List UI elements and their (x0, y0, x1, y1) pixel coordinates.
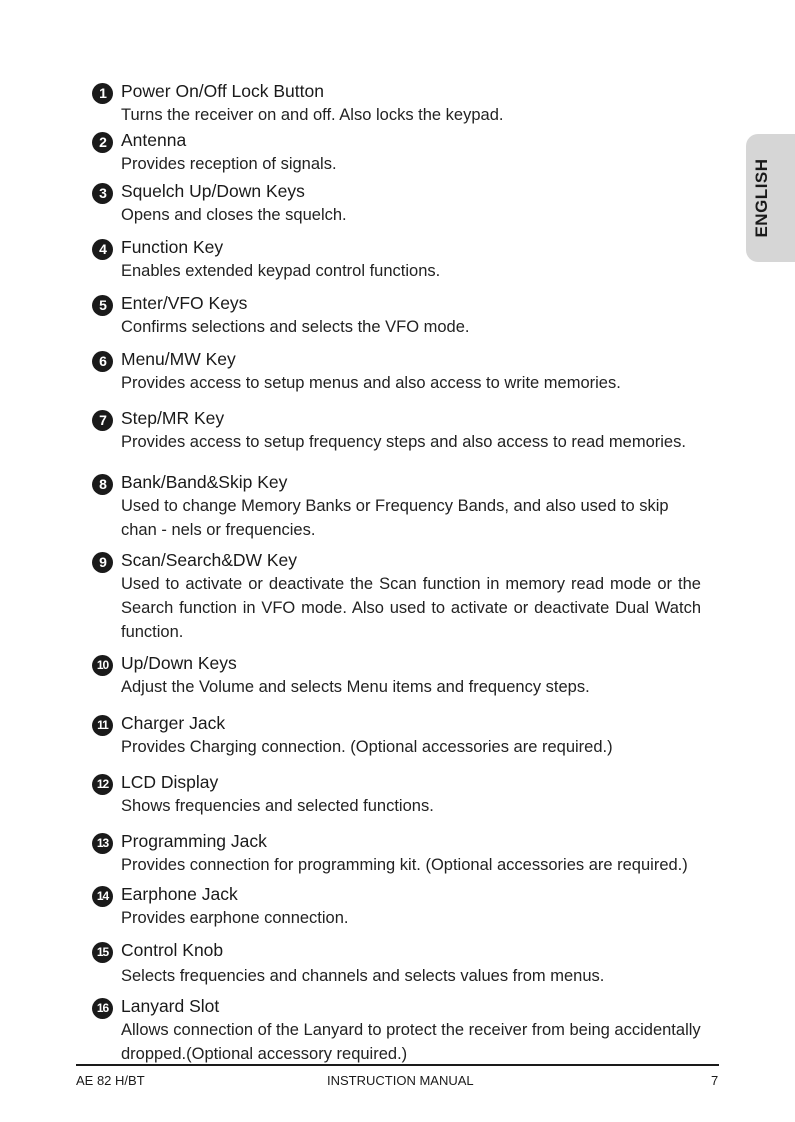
item-number-badge: 8 (92, 474, 113, 495)
item-title: Programming Jack (121, 831, 267, 851)
item-number-badge: 12 (92, 774, 113, 795)
item-number-badge: 6 (92, 351, 113, 372)
item-number-badge: 1 (92, 83, 113, 104)
item-number-badge: 7 (92, 410, 113, 431)
item-title: Enter/VFO Keys (121, 293, 248, 313)
item-description: Adjust the Volume and selects Menu items and frequency steps. (121, 678, 590, 696)
language-tab-label: ENGLISH (751, 158, 771, 238)
item-number-badge: 11 (92, 715, 113, 736)
item-title: Earphone Jack (121, 884, 238, 904)
item-title: Lanyard Slot (121, 996, 220, 1016)
item-description: Used to activate or deactivate the Scan function in memory read mode or the Search function in VFO mode. Also used to activate or deactivate Dual Watch function. (121, 575, 701, 641)
item-title: Power On/Off Lock Button (121, 81, 324, 101)
item-number-badge: 15 (92, 942, 113, 963)
item-description: Provides Charging connection. (Optional accessories are required.) (121, 738, 613, 756)
item-description: Selects frequencies and channels and selects values from menus. (121, 967, 605, 985)
item-title: Bank/Band&Skip Key (121, 472, 288, 492)
item-number-badge: 14 (92, 886, 113, 907)
item-description: Provides earphone connection. (121, 909, 349, 927)
item-number-badge: 10 (92, 655, 113, 676)
item-number-badge: 5 (92, 295, 113, 316)
item-description: Shows frequencies and selected functions. (121, 797, 434, 815)
item-number-badge: 2 (92, 132, 113, 153)
item-number-badge: 13 (92, 833, 113, 854)
item-description: Opens and closes the squelch. (121, 206, 347, 224)
item-description: Allows connection of the Lanyard to protect the receiver from being accidentally dropped.(Optional accessory required.) (121, 1021, 701, 1063)
item-description: Enables extended keypad control functions. (121, 262, 441, 280)
item-number-badge: 3 (92, 183, 113, 204)
item-title: Up/Down Keys (121, 653, 237, 673)
item-title: Menu/MW Key (121, 349, 236, 369)
footer-divider (76, 1064, 719, 1066)
item-number-badge: 16 (92, 998, 113, 1019)
item-description: Provides access to setup menus and also access to write memories. (121, 374, 621, 392)
item-description: Turns the receiver on and off. Also locks the keypad. (121, 106, 504, 124)
footer-model: AE 82 H/BT (76, 1073, 145, 1088)
item-title: Function Key (121, 237, 224, 257)
item-description: Provides reception of signals. (121, 155, 337, 173)
item-title: Step/MR Key (121, 408, 225, 428)
item-title: LCD Display (121, 772, 219, 792)
item-title: Squelch Up/Down Keys (121, 181, 305, 201)
item-description: Provides access to setup frequency steps and also access to read memories. (121, 433, 686, 451)
item-description: Provides connection for programming kit. (Optional accessories are required.) (121, 856, 688, 874)
item-number-badge: 9 (92, 552, 113, 573)
item-title: Scan/Search&DW Key (121, 550, 298, 570)
item-title: Control Knob (121, 940, 224, 960)
item-title: Antenna (121, 130, 187, 150)
item-number-badge: 4 (92, 239, 113, 260)
item-description: Used to change Memory Banks or Frequency Bands, and also used to skip chan - nels or frequencies. (121, 497, 669, 539)
item-description: Confirms selections and selects the VFO mode. (121, 318, 470, 336)
item-title: Charger Jack (121, 713, 226, 733)
footer-manual-title: INSTRUCTION MANUAL (327, 1073, 474, 1088)
footer-page-number: 7 (711, 1073, 719, 1088)
